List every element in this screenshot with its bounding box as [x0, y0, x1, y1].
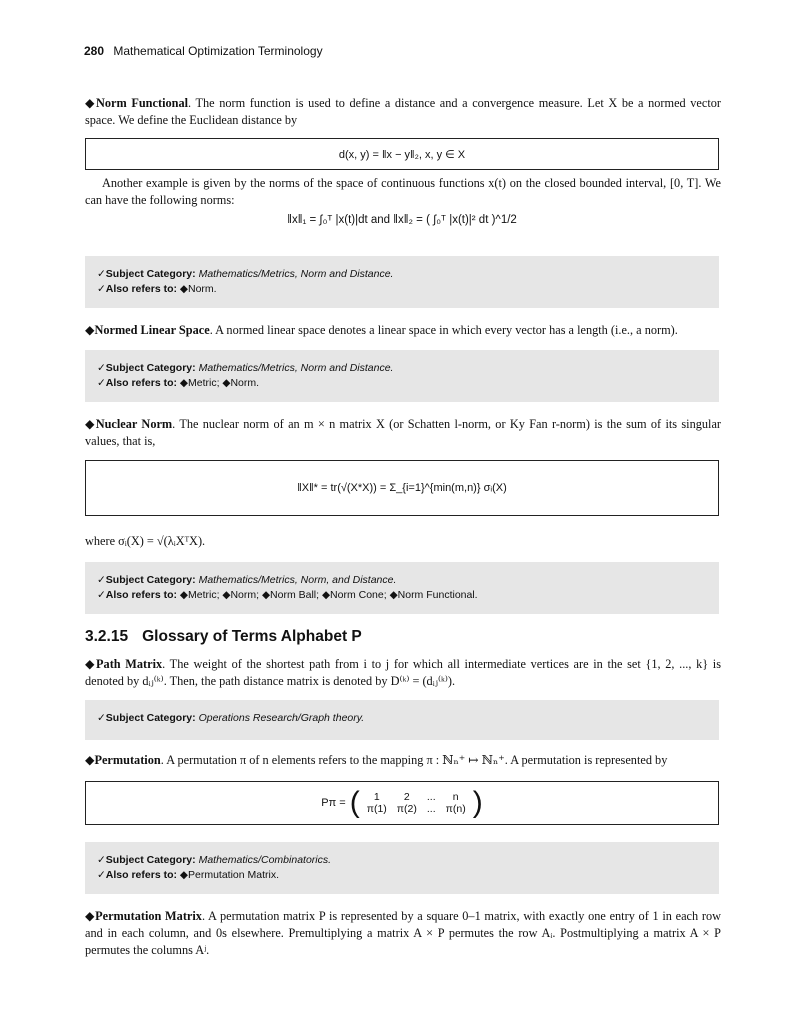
term-norm-functional: ◆Norm Functional	[85, 96, 189, 110]
term-path-matrix: ◆Path Matrix	[85, 657, 163, 671]
section-heading	[85, 628, 376, 646]
entry-normed-linear-space: ◆Normed Linear Space. A normed linear space denotes a linear space in which every vector has a length (i.e., a norm).	[85, 323, 678, 337]
formula-euclidean-distance: d(x, y) = ‖x − y‖₂, x, y ∈ X	[338, 148, 466, 161]
left-paren: (	[349, 786, 360, 819]
term-permutation: ◆Permutation	[85, 753, 161, 767]
where-clause: where σᵢ(X) = √(λᵢXᵀX).	[85, 534, 206, 548]
term-nuclear-norm: ◆Nuclear Norm	[85, 417, 173, 431]
entry-norm-functional	[85, 95, 721, 129]
entry-nuclear-norm: ◆Nuclear Norm. The nuclear norm of an m × n matrix X (or Schatten l-norm, or Ky Fan r-norm) is the sum of its singular values, that is,	[85, 417, 721, 448]
category-box-norm-functional	[85, 256, 719, 308]
running-header	[84, 44, 323, 58]
paragraph-continuous-norms: Another example is given by the norms of the space of continuous functions x(t) on the closed bounded interval, [0, T]. We can have the following norms:	[85, 176, 721, 207]
category-box-normed-linear-space: ✓Subject Category: Mathematics/Metrics, Norm and Distance. ✓Also refers to: ◆Metric; ◆Norm.	[85, 350, 719, 402]
formula-box-nuclear-norm	[85, 460, 719, 516]
section-title: Glossary of Terms Alphabet P	[142, 628, 362, 645]
definition-text: . The norm function is used to define a distance and a convergence measure. Let X be a normed vector space. We define the Euclidean distance by	[85, 96, 721, 127]
running-title: Mathematical Optimization Terminology	[113, 44, 323, 58]
page-number: 280	[84, 44, 105, 58]
category-box-permutation: ✓Subject Category: Mathematics/Combinatorics. ✓Also refers to: ◆Permutation Matrix.	[85, 842, 719, 894]
entry-permutation: ◆Permutation. A permutation π of n elements refers to the mapping π : ℕₙ⁺ ↦ ℕₙ⁺. A permutation is represented by	[85, 753, 668, 767]
formula-box-euclidean	[85, 138, 719, 170]
term-normed-linear-space: ◆Normed Linear Space	[85, 323, 210, 337]
formula-box-permutation	[85, 781, 719, 825]
right-paren: )	[472, 786, 483, 819]
subject-category-label: ✓Subject Category:	[97, 268, 196, 280]
permutation-matrix-table: 1 2 ... n π(1) π(2) ... π(n)	[366, 791, 466, 815]
entry-permutation-matrix: ◆Permutation Matrix. A permutation matrix P is represented by a square 0–1 matrix, with exactly one entry of 1 in each row and in each column, and 0s elsewhere. Premultiplying a matrix A × P permutes the row Aᵢ. Postmultiplying a matrix A × P permutes the columns Aʲ.	[85, 909, 722, 957]
formula-permutation-lhs: Pπ =	[321, 797, 346, 809]
category-box-nuclear-norm: ✓Subject Category: Mathematics/Metrics, Norm, and Distance. ✓Also refers to: ◆Metric; ◆Norm; ◆Norm Ball; ◆Norm Cone; ◆Norm Functional.	[85, 562, 719, 614]
term-permutation-matrix: ◆Permutation Matrix	[85, 909, 202, 923]
formula-nuclear-norm: ‖X‖* = tr(√(X*X)) = Σ_{i=1}^{min(m,n)} σᵢ(X)	[297, 482, 507, 494]
formula-continuous-norms: ‖x‖₁ = ∫₀ᵀ |x(t)|dt and ‖x‖₂ = ( ∫₀ᵀ |x(t)|² dt )^1/2	[287, 214, 517, 226]
also-refers: ◆Norm.	[179, 282, 217, 295]
subject-category: Mathematics/Metrics, Norm and Distance.	[198, 268, 394, 280]
entry-path-matrix: ◆Path Matrix. The weight of the shortest path from i to j for which all intermediate vertices are in the set {1, 2, ..., k} is denoted by dᵢⱼ⁽ᵏ⁾. Then, the path distance matrix is denoted by D⁽ᵏ⁾ = (dᵢⱼ⁽ᵏ⁾).	[85, 657, 721, 688]
category-box-path-matrix: ✓Subject Category: Operations Research/Graph theory.	[85, 700, 719, 740]
section-number: 3.2.15	[85, 628, 129, 645]
also-refers-label: ✓Also refers to:	[97, 282, 177, 295]
